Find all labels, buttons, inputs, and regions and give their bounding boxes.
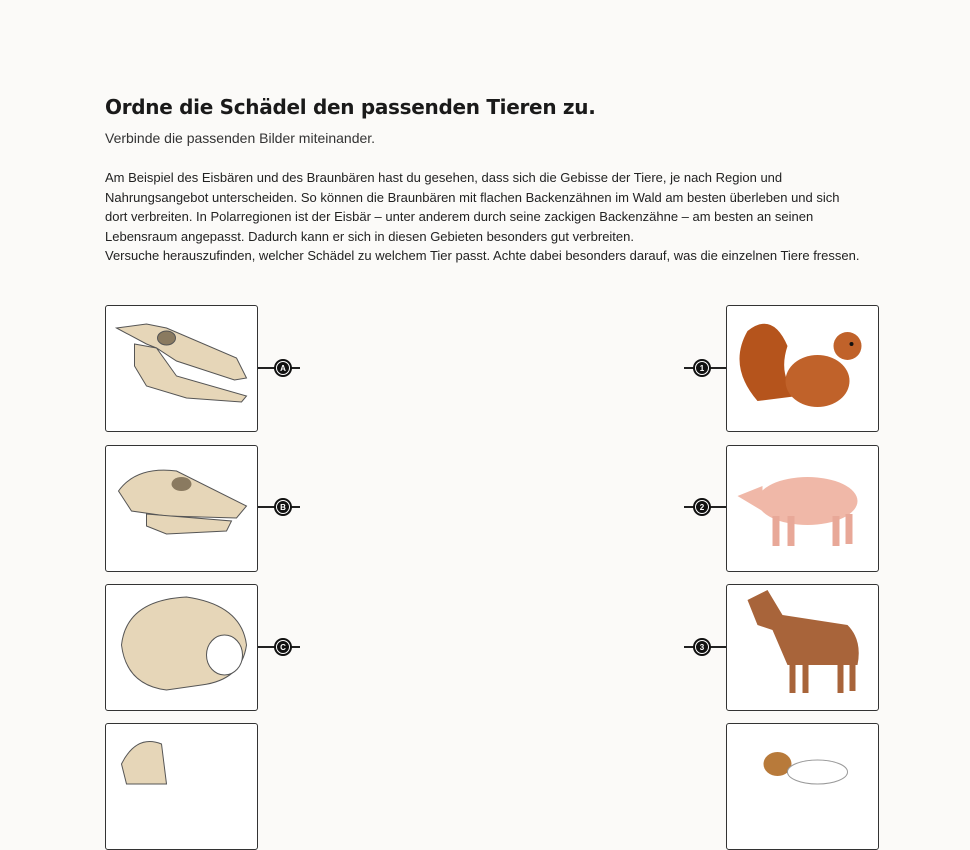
connector-dot-3[interactable]: 3 bbox=[693, 638, 711, 656]
intro-paragraph: Am Beispiel des Eisbären und des Braunbären hast du gesehen, dass sich die Gebisse der Tiere, je nach Region und Nahrungsangebot unterscheiden. So können die Braunbären mit flachen Backenzähnen im Wald am besten überleben und sich dort verbreiten. In Polarregionen ist der Eisbär – unter anderem durch seine zackigen Backenzähne – am besten an seinen Lebensraum angepasst. Dadurch kann er sich in diesen Gebieten besonders gut verbreiten. bbox=[105, 170, 840, 244]
connector-dot-2[interactable]: 2 bbox=[693, 498, 711, 516]
connector-dot-b[interactable]: B bbox=[274, 498, 292, 516]
connector-dot-a[interactable]: A bbox=[274, 359, 292, 377]
animal-card-4[interactable] bbox=[726, 723, 879, 850]
connector-dot-c[interactable]: C bbox=[274, 638, 292, 656]
intro-text bbox=[105, 168, 865, 266]
animal-card-1[interactable] bbox=[726, 305, 879, 432]
skull-partial-image bbox=[106, 724, 257, 849]
dog-partial-image bbox=[727, 724, 878, 849]
horse-image bbox=[727, 585, 878, 710]
pig-image bbox=[727, 446, 878, 571]
rodent-skull-image bbox=[106, 585, 257, 710]
squirrel-image bbox=[727, 306, 878, 431]
page-title: Ordne die Schädel den passenden Tieren zu. bbox=[105, 95, 596, 119]
skull-card-a[interactable] bbox=[105, 305, 258, 432]
animal-card-2[interactable] bbox=[726, 445, 879, 572]
instruction-paragraph: Versuche herauszufinden, welcher Schädel zu welchem Tier passt. Achte dabei besonders darauf, was die einzelnen Tiere fressen. bbox=[105, 248, 860, 263]
skull-card-c[interactable] bbox=[105, 584, 258, 711]
predator-skull-image bbox=[106, 446, 257, 571]
skull-card-b[interactable] bbox=[105, 445, 258, 572]
horse-skull-image bbox=[106, 306, 257, 431]
page-subtitle: Verbinde die passenden Bilder miteinander. bbox=[105, 130, 376, 146]
animal-card-3[interactable] bbox=[726, 584, 879, 711]
connector-dot-1[interactable]: 1 bbox=[693, 359, 711, 377]
skull-card-d[interactable] bbox=[105, 723, 258, 850]
